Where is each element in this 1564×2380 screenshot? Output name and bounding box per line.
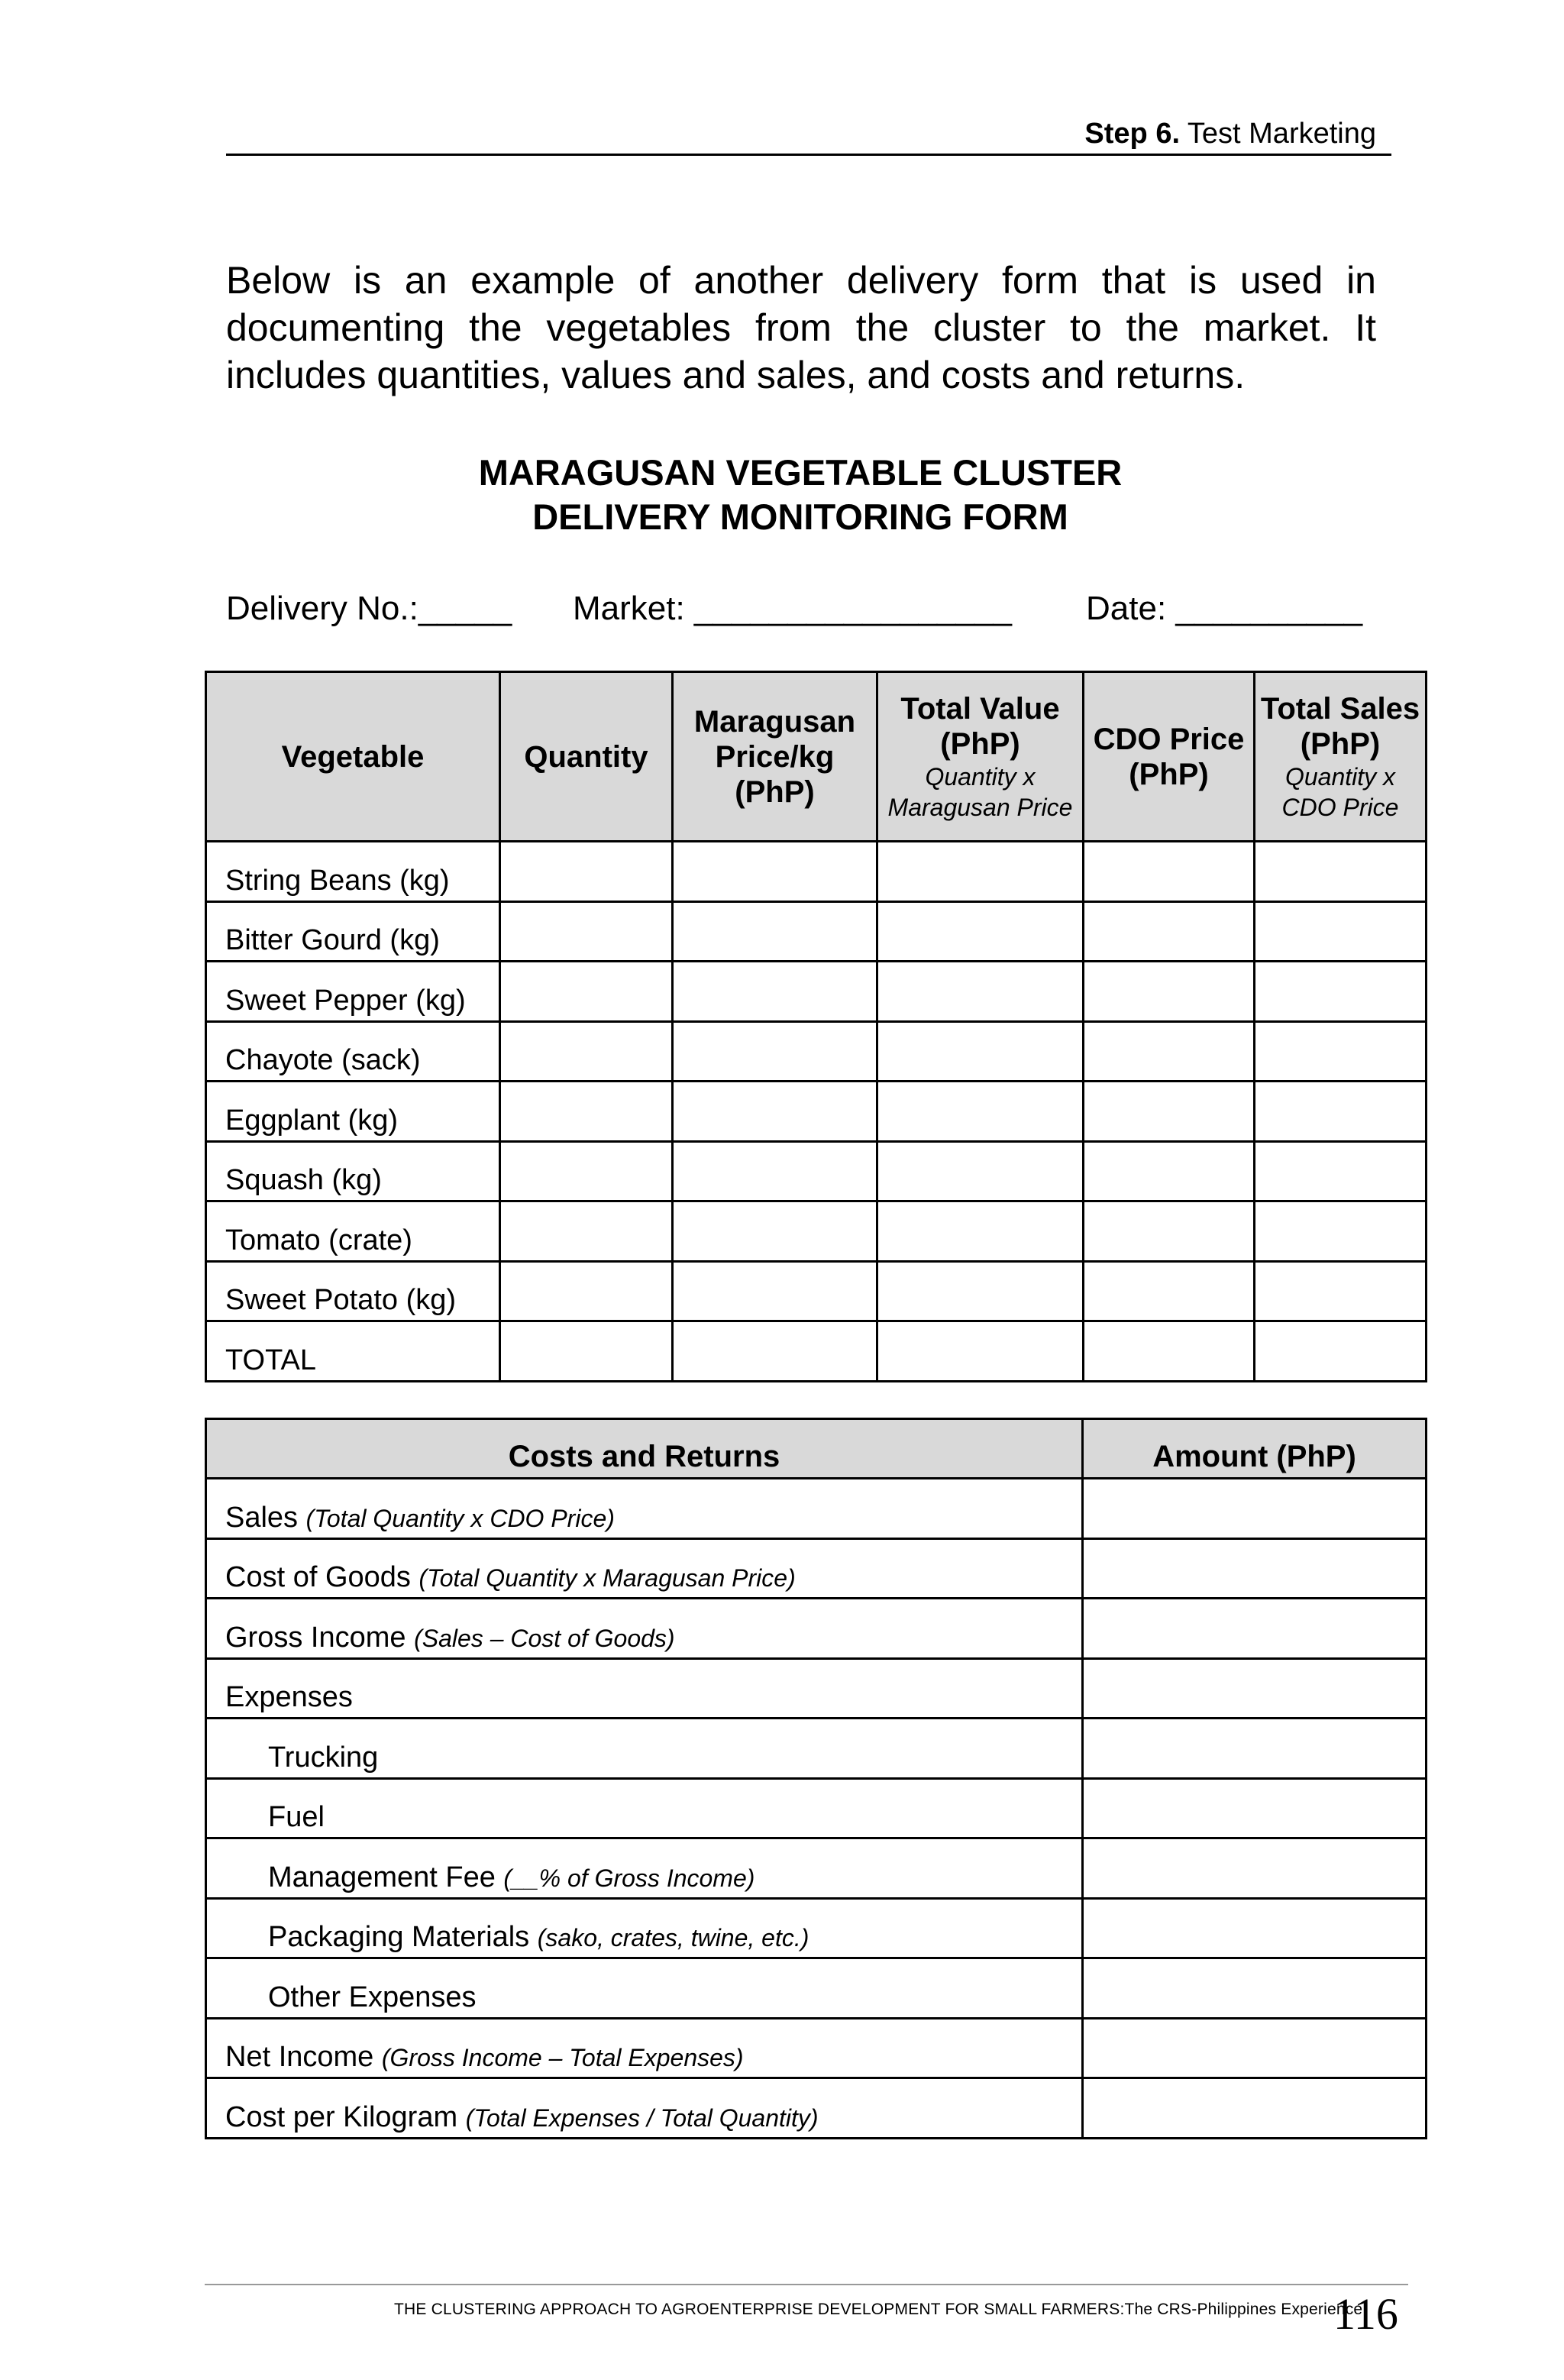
entry-cell[interactable] xyxy=(877,1201,1084,1262)
amount-cell[interactable] xyxy=(1083,1658,1427,1719)
amount-cell[interactable] xyxy=(1083,1599,1427,1659)
vegetable-name-cell: Squash (kg) xyxy=(206,1141,500,1201)
entry-cell[interactable] xyxy=(877,842,1084,902)
cost-label-cell xyxy=(206,2018,1083,2078)
table-row xyxy=(206,1201,1427,1262)
entry-cell[interactable] xyxy=(673,1082,877,1142)
entry-cell[interactable] xyxy=(500,1021,673,1082)
step-label: Step 6. xyxy=(1084,118,1181,150)
amount-cell[interactable] xyxy=(1083,2018,1427,2078)
cost-label: Gross Income xyxy=(225,1621,406,1654)
form-title-line1: MARAGUSAN VEGETABLE CLUSTER xyxy=(478,452,1123,493)
cost-label-cell xyxy=(206,1898,1083,1958)
amount-cell[interactable] xyxy=(1083,2078,1427,2139)
entry-cell[interactable] xyxy=(1084,1141,1255,1201)
cost-formula-note: (Gross Income – Total Expenses) xyxy=(381,2044,744,2071)
cost-formula-note: (Total Quantity x Maragusan Price) xyxy=(418,1564,796,1592)
form-fields xyxy=(226,590,1387,635)
cost-label: Cost per Kilogram xyxy=(225,2100,458,2133)
page-header xyxy=(226,118,1391,156)
vegetable-table xyxy=(205,671,1427,1382)
entry-cell[interactable] xyxy=(673,901,877,962)
section-title xyxy=(1084,118,1376,150)
entry-cell[interactable] xyxy=(877,1021,1084,1082)
amount-cell[interactable] xyxy=(1083,1479,1427,1539)
header-maragusan-price: Maragusan Price/kg (PhP) xyxy=(673,672,877,842)
entry-cell[interactable] xyxy=(1084,962,1255,1022)
entry-cell[interactable] xyxy=(673,1141,877,1201)
cost-label-cell xyxy=(206,1838,1083,1899)
vegetable-name-cell: Chayote (sack) xyxy=(206,1021,500,1082)
entry-cell[interactable] xyxy=(1255,1021,1427,1082)
entry-cell[interactable] xyxy=(877,1082,1084,1142)
header-amount: Amount (PhP) xyxy=(1083,1419,1427,1479)
amount-cell[interactable] xyxy=(1083,1538,1427,1599)
entry-cell[interactable] xyxy=(673,1021,877,1082)
amount-cell[interactable] xyxy=(1083,1778,1427,1838)
amount-cell[interactable] xyxy=(1083,1958,1427,2019)
cost-label-cell xyxy=(206,1479,1083,1539)
entry-cell[interactable] xyxy=(1084,901,1255,962)
table-row xyxy=(206,2078,1427,2139)
entry-cell[interactable] xyxy=(1084,1201,1255,1262)
delivery-no-field[interactable]: Delivery No.:_____ xyxy=(226,590,512,627)
entry-cell[interactable] xyxy=(500,901,673,962)
cost-label: Trucking xyxy=(268,1741,379,1774)
entry-cell[interactable] xyxy=(877,962,1084,1022)
footer-divider xyxy=(205,2284,1408,2285)
page-number: 116 xyxy=(1333,2289,1398,2339)
entry-cell[interactable] xyxy=(673,962,877,1022)
table-row xyxy=(206,842,1427,902)
vegetable-name-cell: Bitter Gourd (kg) xyxy=(206,901,500,962)
entry-cell[interactable] xyxy=(1084,842,1255,902)
entry-cell[interactable] xyxy=(1255,962,1427,1022)
header-vegetable: Vegetable xyxy=(206,672,500,842)
table-row xyxy=(206,1658,1427,1719)
table-row xyxy=(206,1958,1427,2019)
header-total-sales: Total Sales (PhP) Quantity x CDO Price xyxy=(1255,672,1427,842)
amount-cell[interactable] xyxy=(1083,1838,1427,1899)
vegetable-name-cell: TOTAL xyxy=(206,1321,500,1382)
entry-cell[interactable] xyxy=(877,1321,1084,1382)
entry-cell[interactable] xyxy=(1255,1201,1427,1262)
header-quantity: Quantity xyxy=(500,672,673,842)
cost-label-cell xyxy=(206,1719,1083,1779)
table-row xyxy=(206,1838,1427,1899)
table-header-row xyxy=(206,672,1427,842)
entry-cell[interactable] xyxy=(1084,1082,1255,1142)
cost-formula-note: (sako, crates, twine, etc.) xyxy=(537,1924,809,1952)
entry-cell[interactable] xyxy=(500,962,673,1022)
table-row xyxy=(206,1778,1427,1838)
table-header-row xyxy=(206,1419,1427,1479)
cost-label: Cost of Goods xyxy=(225,1561,411,1593)
section-name: Test Marketing xyxy=(1187,118,1376,150)
entry-cell[interactable] xyxy=(500,1321,673,1382)
cost-label: Other Expenses xyxy=(268,1981,477,2013)
cost-formula-note: (Total Expenses / Total Quantity) xyxy=(465,2104,819,2132)
entry-cell[interactable] xyxy=(877,901,1084,962)
entry-cell[interactable] xyxy=(673,1321,877,1382)
vegetable-name-cell: Sweet Pepper (kg) xyxy=(206,962,500,1022)
entry-cell[interactable] xyxy=(500,1201,673,1262)
date-field[interactable]: Date: __________ xyxy=(1086,590,1363,627)
entry-cell[interactable] xyxy=(673,1201,877,1262)
cost-label-cell xyxy=(206,1658,1083,1719)
market-field[interactable]: Market: _________________ xyxy=(573,590,1012,627)
vegetable-name-cell: String Beans (kg) xyxy=(206,842,500,902)
header-total-sales-note: Quantity x CDO Price xyxy=(1281,762,1399,821)
cost-label: Packaging Materials xyxy=(268,1921,530,1953)
entry-cell[interactable] xyxy=(500,1261,673,1321)
entry-cell[interactable] xyxy=(500,842,673,902)
cost-label-cell xyxy=(206,1958,1083,2019)
table-row xyxy=(206,1538,1427,1599)
table-row xyxy=(206,2018,1427,2078)
entry-cell[interactable] xyxy=(500,1082,673,1142)
entry-cell[interactable] xyxy=(1255,1141,1427,1201)
intro-paragraph: Below is an example of another delivery form that is used in documenting the vegetables from the cluster to the market. It includes quantities, values and sales, and costs and returns. xyxy=(226,259,1376,396)
cost-formula-note: (Sales – Cost of Goods) xyxy=(414,1624,675,1652)
entry-cell[interactable] xyxy=(1255,1082,1427,1142)
entry-cell[interactable] xyxy=(1084,1321,1255,1382)
table-row xyxy=(206,1719,1427,1779)
entry-cell[interactable] xyxy=(1255,1261,1427,1321)
cost-formula-note: (Total Quantity x CDO Price) xyxy=(305,1504,615,1532)
header-costs-returns: Costs and Returns xyxy=(206,1419,1083,1479)
cost-label-cell xyxy=(206,1599,1083,1659)
cost-label: Expenses xyxy=(225,1681,353,1713)
amount-cell[interactable] xyxy=(1083,1719,1427,1779)
cost-label-cell xyxy=(206,1538,1083,1599)
table-row xyxy=(206,1082,1427,1142)
table-row xyxy=(206,962,1427,1022)
entry-cell[interactable] xyxy=(1255,1321,1427,1382)
table-row xyxy=(206,901,1427,962)
header-total-value: Total Value (PhP) Quantity x Maragusan Price xyxy=(877,672,1084,842)
entry-cell[interactable] xyxy=(877,1261,1084,1321)
header-total-value-note: Quantity x Maragusan Price xyxy=(887,762,1073,821)
entry-cell[interactable] xyxy=(877,1141,1084,1201)
cost-label-cell xyxy=(206,1778,1083,1838)
entry-cell[interactable] xyxy=(1255,901,1427,962)
table-row xyxy=(206,1599,1427,1659)
vegetable-name-cell: Eggplant (kg) xyxy=(206,1082,500,1142)
entry-cell[interactable] xyxy=(673,1261,877,1321)
cost-formula-note: (__% of Gross Income) xyxy=(503,1864,755,1892)
cost-label: Net Income xyxy=(225,2041,374,2073)
entry-cell[interactable] xyxy=(673,842,877,902)
table-row xyxy=(206,1141,1427,1201)
vegetable-name-cell: Tomato (crate) xyxy=(206,1201,500,1262)
vegetable-name-cell: Sweet Potato (kg) xyxy=(206,1261,500,1321)
amount-cell[interactable] xyxy=(1083,1898,1427,1958)
table-row xyxy=(206,1898,1427,1958)
cost-label: Sales xyxy=(225,1501,299,1534)
footer-book-title: THE CLUSTERING APPROACH TO AGROENTERPRISE DEVELOPMENT FOR SMALL FARMERS:The CRS-Philippines Experience xyxy=(394,2301,1363,2318)
form-title-line2: DELIVERY MONITORING FORM xyxy=(532,496,1068,537)
entry-cell[interactable] xyxy=(1255,842,1427,902)
table-row xyxy=(206,1021,1427,1082)
cost-label-cell xyxy=(206,2078,1083,2139)
cost-label: Fuel xyxy=(268,1801,325,1833)
costs-returns-table xyxy=(205,1418,1427,2139)
entry-cell[interactable] xyxy=(500,1141,673,1201)
entry-cell[interactable] xyxy=(1084,1021,1255,1082)
cost-label: Management Fee xyxy=(268,1861,496,1893)
table-row xyxy=(206,1479,1427,1539)
table-row xyxy=(206,1261,1427,1321)
header-cdo-price: CDO Price (PhP) xyxy=(1084,672,1255,842)
entry-cell[interactable] xyxy=(1084,1261,1255,1321)
table-row xyxy=(206,1321,1427,1382)
